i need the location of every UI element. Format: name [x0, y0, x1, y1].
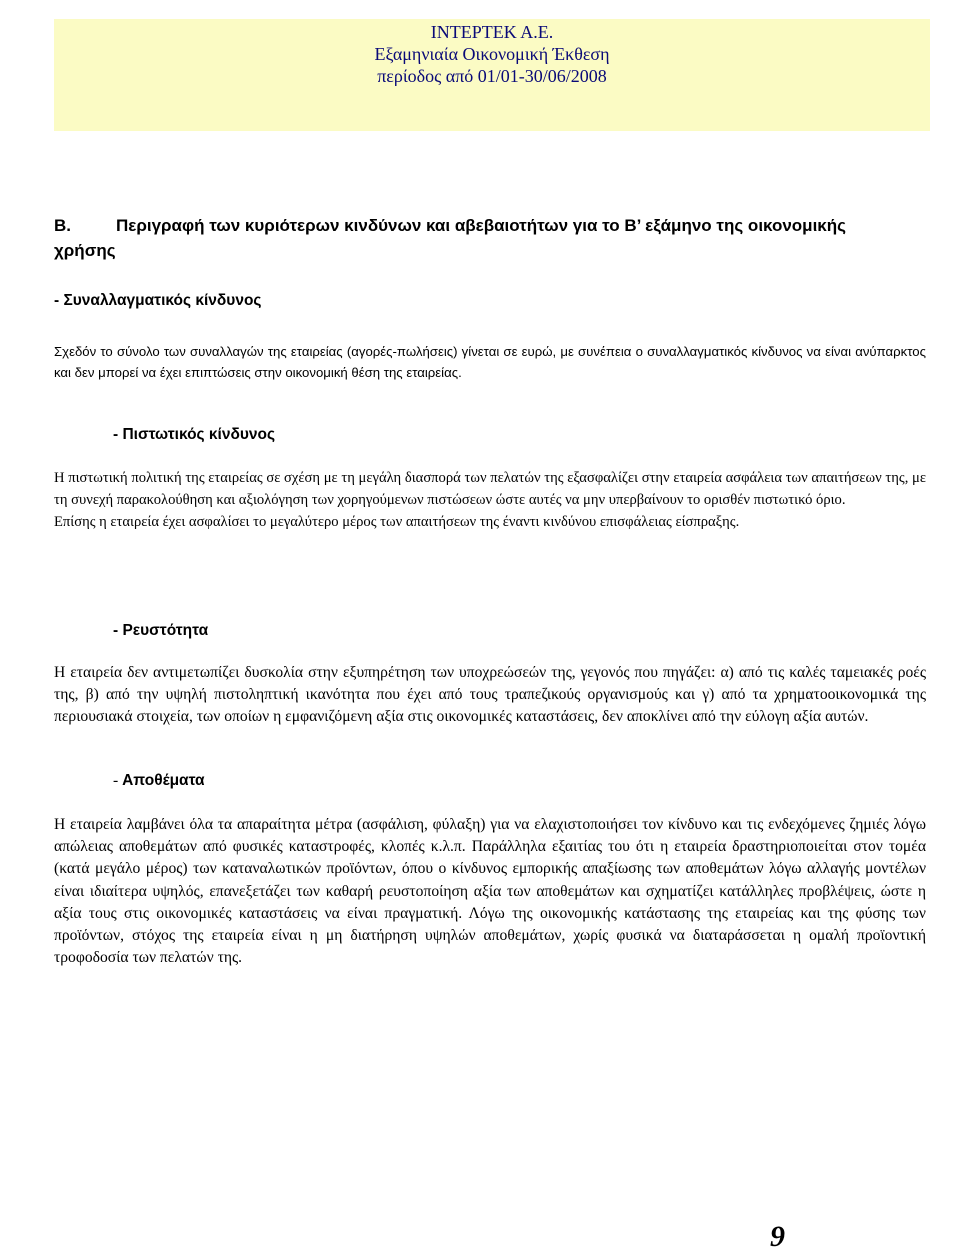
company-name: ΙΝΤΕΡΤΕΚ Α.Ε. — [430, 22, 554, 42]
liquidity-text: Η εταιρεία δεν αντιμετωπίζει δυσκολία στην εξυπηρέτηση των υποχρεώσεών της, γεγονός που πηγάζει: α) από τις καλές ταμειακές ροές της, β) από την υψηλή πιστοληπτική ικανότητα που έχει από τους τραπεζικούς οργανισμούς και γ) από τα χρηματοοικονομικά της περιουσιακά στοιχεία, των οποίων η εμφανιζόμενη αξία στις οικονομικές καταστάσεις, δεν αποκλίνει από την εύλογη αξία αυτών. — [54, 664, 926, 726]
credit-risk-text-2: Επίσης η εταιρεία έχει ασφαλίσει το μεγαλύτερο μέρος των απαιτήσεων της έναντι κινδύνου επισφάλειας είσπραξης. — [54, 514, 740, 530]
credit-risk-heading: - Πιστωτικός κίνδυνος — [113, 426, 276, 443]
credit-risk-text-1: Η πιστωτική πολιτική της εταιρείας σε σχέση με τη μεγάλη διασπορά των πελατών της εξασφαλίζει στην εταιρεία ασφάλεια των απαιτήσεων της, με τη συνεχή παρακολούθηση και αξιολόγηση των χορηγούμενων πιστώσεων ώστε αυτές να μην υπερβαίνουν το ορισθέν πιστωτικό όριο. — [54, 470, 926, 508]
section-title — [54, 213, 904, 263]
inventory-text: Η εταιρεία λαμβάνει όλα τα απαραίτητα μέτρα (ασφάλιση, φύλαξη) για να ελαχιστοποιήσει τον κίνδυνο και τις ενδεχόμενες ζημιές λόγω απώλειας αποθεμάτων από φυσικές καταστροφές, κλοπές κ.λ.π. Παράλληλα εξαιτίας του ότι η εταιρεία δραστηριοποιείται στον τομέα (κατά μεγάλο μέρος) των καταναλωτικών προϊόντων, όπου ο κίνδυνος εμπορικής απαξίωσης των αποθεμάτων λόγω αλλαγής μοντέλων είναι ιδιαίτερα υψηλός, επανεξετάζει των καθαρή ρευστοποίηση αξία των αποθεμάτων και σχηματίζει κατάλληλες προβλέψεις, ώστε η αξία τους στις οικονομικές καταστάσεις να είναι πραγματική. Λόγω της οικονομικής κατάστασης της εταιρείας και της φύσης των προϊόντων, στόχος της εταιρεία είναι η μη διατήρηση υψηλών αποθεμάτων, χωρίς φυσικά να διαταράσσεται η ομαλή προϊοντική τροφοδοσία των πελατών της. — [54, 816, 926, 967]
fx-risk-paragraph — [54, 341, 926, 383]
section-letter: Β. — [54, 216, 71, 235]
liquidity-heading: - Ρευστότητα — [113, 622, 209, 639]
inventory-paragraph — [54, 814, 926, 969]
fx-risk-text: Σχεδόν το σύνολο των συναλλαγών της εταιρείας (αγορές-πωλήσεις) γίνεται σε ευρώ, με συνέπεια ο συναλλαγματικός κίνδυνος να είναι ανύπαρκτος και δεν μπορεί να έχει επιπτώσεις στην οικονομική θέση της εταιρείας. — [54, 344, 926, 380]
inventory-heading-text: Αποθέματα — [122, 772, 205, 789]
fx-risk-heading: - Συναλλαγματικός κίνδυνος — [54, 292, 262, 309]
report-header — [54, 19, 930, 131]
inventory-heading — [113, 770, 205, 792]
section-title-text: Περιγραφή των κυριότερων κινδύνων και αβεβαιοτήτων για το Β’ εξάμηνο της οικονομικής χρήσης — [54, 216, 847, 260]
inventory-heading-dash: - — [113, 772, 123, 789]
page-number: 9 — [770, 1220, 785, 1253]
credit-risk-paragraph — [54, 467, 926, 533]
report-title: Εξαμηνιαία Οικονομική Έκθεση — [374, 44, 610, 64]
report-period: περίοδος από 01/01-30/06/2008 — [377, 66, 607, 86]
liquidity-paragraph — [54, 662, 926, 729]
